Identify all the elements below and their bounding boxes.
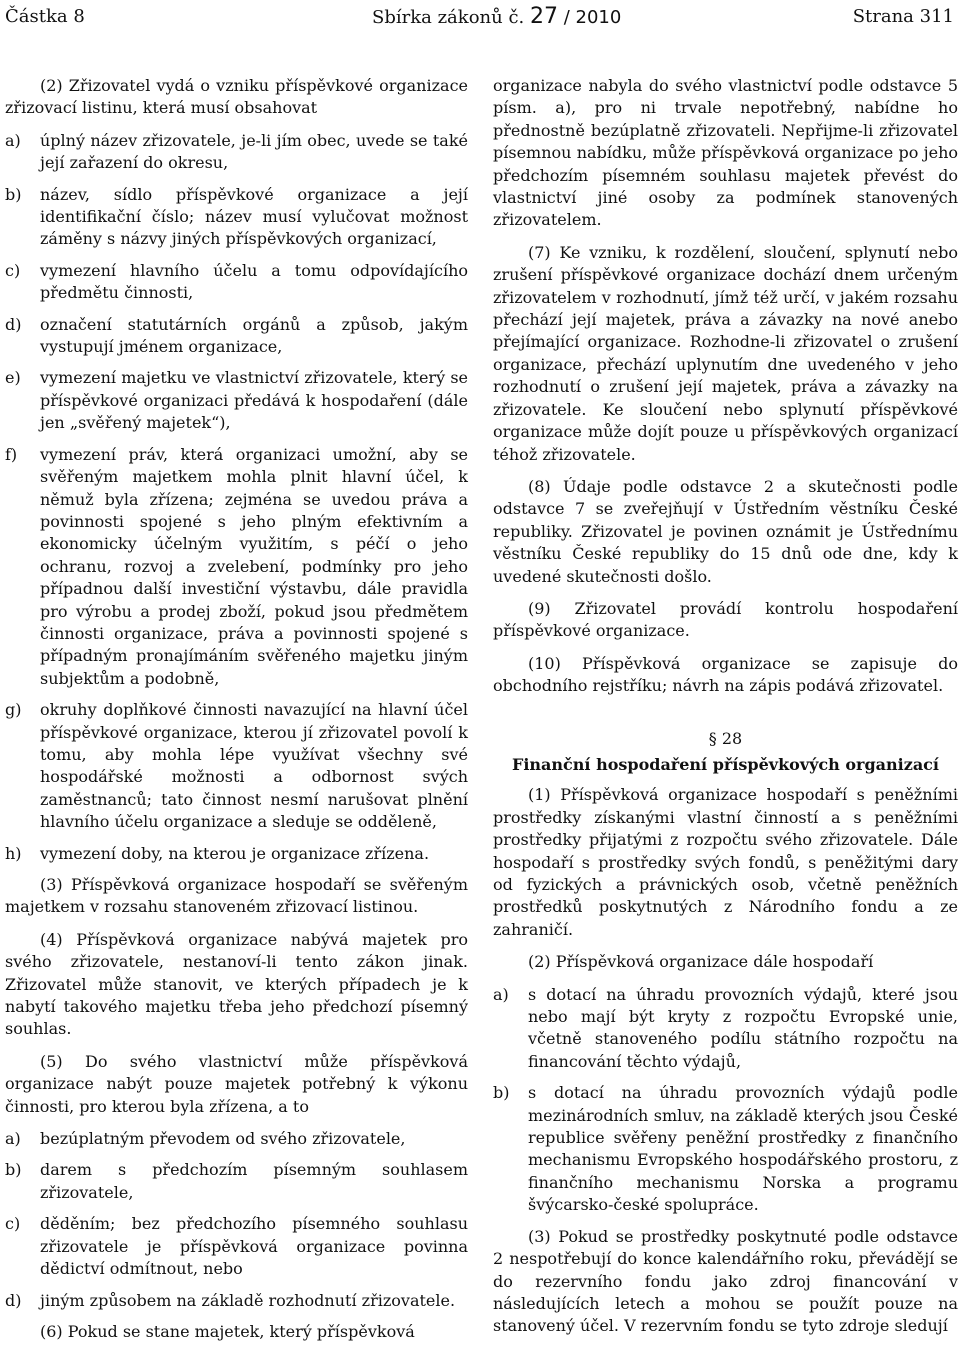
header-part-label: Částka 8 (5, 6, 85, 27)
list-item-text: název, sídlo příspěvkové organizace a její identifikační číslo; název musí vylučovat možnost záměny s názvy jiných příspěvkových organizací, (40, 184, 468, 249)
list-item-text: označení statutárních orgánů a způsob, jakým vystupují jménem organizace, (40, 314, 468, 357)
list-marker: c) (5, 1214, 21, 1234)
paragraph-7: (7) Ke vzniku, k rozdělení, sloučení, splynutí nebo zrušení příspěvkové organizace dochází dnem určeným zřizovatelem v rozhodnutí, jímž též určí, v jakém rozsahu přechází její majetek, práva a závazky na nové anebo přejímající organizace. Rozhodne-li zřizovatel o zrušení organizace, přechází uplynutím dne uvedeného v jeho rozhodnutí o zrušení její majetek, práva a závazky na zřizovatele. Ke sloučení nebo splynutí příspěvkové organizace může dojít pouze u příspěvkových organizací téhož zřizovatele. (493, 242, 958, 464)
list-item-text: jiným způsobem na základě rozhodnutí zřizovatele. (40, 1290, 456, 1310)
paragraph-8: (8) Údaje podle odstavce 2 a skutečnosti podle odstavce 7 se zveřejňují v Ústředním věstníku České republiky. Zřizovatel je povinen oznámit je Ústřednímu věstníku České republiky do 15 dnů ode dne, kdy k uvedené skutečnosti došlo. (493, 476, 958, 586)
list-item (5, 444, 468, 690)
list-marker: d) (5, 314, 22, 334)
paragraph-4: (4) Příspěvková organizace nabývá majetek pro svého zřizovatele, nestanoví-li tento zákon jinak. Zřizovatel může stanovit, ve kterých případech je k nabytí takového majetku třeba jeho předchozí písemný souhlas. (5, 929, 468, 1039)
list-item (5, 1213, 468, 1280)
list-item (5, 260, 468, 305)
header-act-year: / 2010 (563, 7, 622, 28)
paragraph-9: (9) Zřizovatel provádí kontrolu hospodaření příspěvkové organizace. (493, 598, 958, 641)
right-column (493, 75, 958, 1348)
list-item-text: okruhy doplňkové činnosti navazující na hlavní účel příspěvkové organizace, kterou jí zřizovatel povolí k tomu, aby mohla lépe využívat všechny své hospodářské možnosti a odbornost svých zaměstnanců; tato činnost nesmí narušovat plnění hlavního účelu organizace a sleduje se odděleně, (40, 700, 468, 832)
header-page-number: Strana 311 (852, 6, 954, 27)
list-marker: a) (493, 984, 509, 1004)
list-item-text: děděním; bez předchozího písemného souhlasu zřizovatele je příspěvková organizace povinna dědictví odmítnout, nebo (40, 1214, 468, 1279)
paragraph-5: (5) Do svého vlastnictví může příspěvková organizace nabýt pouze majetek potřebný k výkonu činnosti, pro kterou byla zřízena, a to (5, 1051, 468, 1116)
section-28-paragraph-2: (2) Příspěvková organizace dále hospodaří (528, 952, 874, 972)
list-item-text: vymezení majetku ve vlastnictví zřizovatele, který se příspěvkové organizaci předává k hospodaření (dále jen „svěřený majetek“), (40, 368, 468, 433)
list-item (5, 1290, 468, 1312)
list-item (493, 1082, 958, 1216)
list-marker: f) (5, 444, 18, 464)
list-marker: a) (5, 130, 21, 150)
list-item (5, 1128, 468, 1150)
list-item (493, 984, 958, 1074)
section-28-paragraph-1: (1) Příspěvková organizace hospodaří s peněžními prostředky získanými vlastní činností a s peněžními prostředky přijatými z rozpočtu svého zřizovatele. Dále hospodaří s prostředky svých fondů, s peněžitými dary od fyzických a právnických osob, včetně peněžních prostředků poskytnutých z Národního fondu a ze zahraničí. (493, 785, 958, 939)
list-marker: b) (5, 1160, 22, 1180)
list-item (5, 314, 468, 359)
list-item-text: s dotací na úhradu provozních výdajů podle mezinárodních smluv, na základě kterých jsou České republice svěřeny peněžní prostředky z finančního mechanismu Evropského hospodářského prostoru, z finančního mechanismu Norska a programu švýcarsko-české spolupráce. (528, 1083, 958, 1215)
list-marker: b) (5, 184, 22, 204)
page-header (0, 0, 960, 34)
paragraph-10: (10) Příspěvková organizace se zapisuje do obchodního rejstříku; návrh na zápis podává zřizovatel. (493, 653, 958, 696)
paragraph-3: (3) Příspěvková organizace hospodaří se svěřeným majetkem v rozsahu stanoveném zřizovací listinou. (5, 875, 468, 917)
list-item-text: darem s předchozím písemným souhlasem zřizovatele, (40, 1160, 468, 1202)
list-item-text: úplný název zřizovatele, je-li jím obec, uvede se také její zařazení do okresu, (40, 130, 468, 173)
list-item-text: s dotací na úhradu provozních výdajů, které jsou nebo mají být kryty z rozpočtu Evropské unie, včetně stanoveného podílu státního rozpočtu na financování těchto výdajů, (528, 984, 958, 1071)
list-marker: b) (493, 1083, 510, 1103)
left-column (5, 75, 468, 1353)
list-item (5, 130, 468, 175)
list-item-text: vymezení práv, která organizaci umožní, aby se svěřeným majetkem mohla plnit hlavní účel, k němuž byla zřízena; zejména se uvedou práva a povinnosti spojené s jeho plným efektivním a ekonomicky účelným využitím, s péčí o jeho ochranu, rozvoj a zvelebení, podmínky pro jeho případnou další investiční výstavbu, dále pravidla pro výrobu a prodej zboží, pokud jsou předmětem činnosti organizace, práva a povinnosti spojené s případným pronajímáním svěřeného majetku jiným subjektům a podobně, (40, 444, 468, 688)
list-marker: c) (5, 260, 21, 280)
list-item-text: bezúplatným převodem od svého zřizovatele, (40, 1129, 406, 1149)
list-marker: e) (5, 368, 21, 388)
list-item-text: vymezení hlavního účelu a tomu odpovídajícího předmětu činnosti, (40, 260, 468, 303)
paragraph-2: (2) Zřizovatel vydá o vzniku příspěvkové organizace zřizovací listinu, která musí obsahovat (5, 76, 468, 118)
list-marker: g) (5, 700, 22, 720)
list-marker: h) (5, 843, 22, 863)
section-28-paragraph-3: (3) Pokud se prostředky poskytnuté podle odstavce 2 nespotřebují do konce kalendářního roku, převádějí se do rezervního fondu jako zdroj financování v následujících letech a mohou se použít pouze na stanovený účel. V rezervním fondu se tyto zdroje sledují (493, 1226, 958, 1336)
list-item (5, 699, 468, 833)
list-item (5, 1159, 468, 1204)
section-number: § 28 (708, 728, 743, 748)
list-item-text: vymezení doby, na kterou je organizace zřízena. (40, 843, 430, 863)
header-collection-label (372, 2, 621, 33)
list-item (5, 184, 468, 251)
header-collection-prefix: Sbírka zákonů č. (372, 7, 525, 28)
list-item (5, 843, 468, 865)
paragraph-6: (6) Pokud se stane majetek, který příspěvková (40, 1321, 415, 1341)
list-marker: a) (5, 1129, 21, 1149)
header-act-number: 27 (529, 4, 558, 29)
list-marker: d) (5, 1290, 22, 1310)
paragraph-6-continued: organizace nabyla do svého vlastnictví podle odstavce 5 písm. a), pro ni trvale nepotřebný, nabídne ho přednostně bezúplatně zřizovateli. Nepřijme-li zřizovatel písemnou nabídku, může příspěvková organizace po jeho předchozím písemném souhlasu majetek převést do vlastnictví jiné osoby za podmínek stanovených zřizovatelem. (493, 76, 958, 230)
section-title: Finanční hospodaření příspěvkových organizací (511, 754, 939, 774)
list-item (5, 367, 468, 434)
